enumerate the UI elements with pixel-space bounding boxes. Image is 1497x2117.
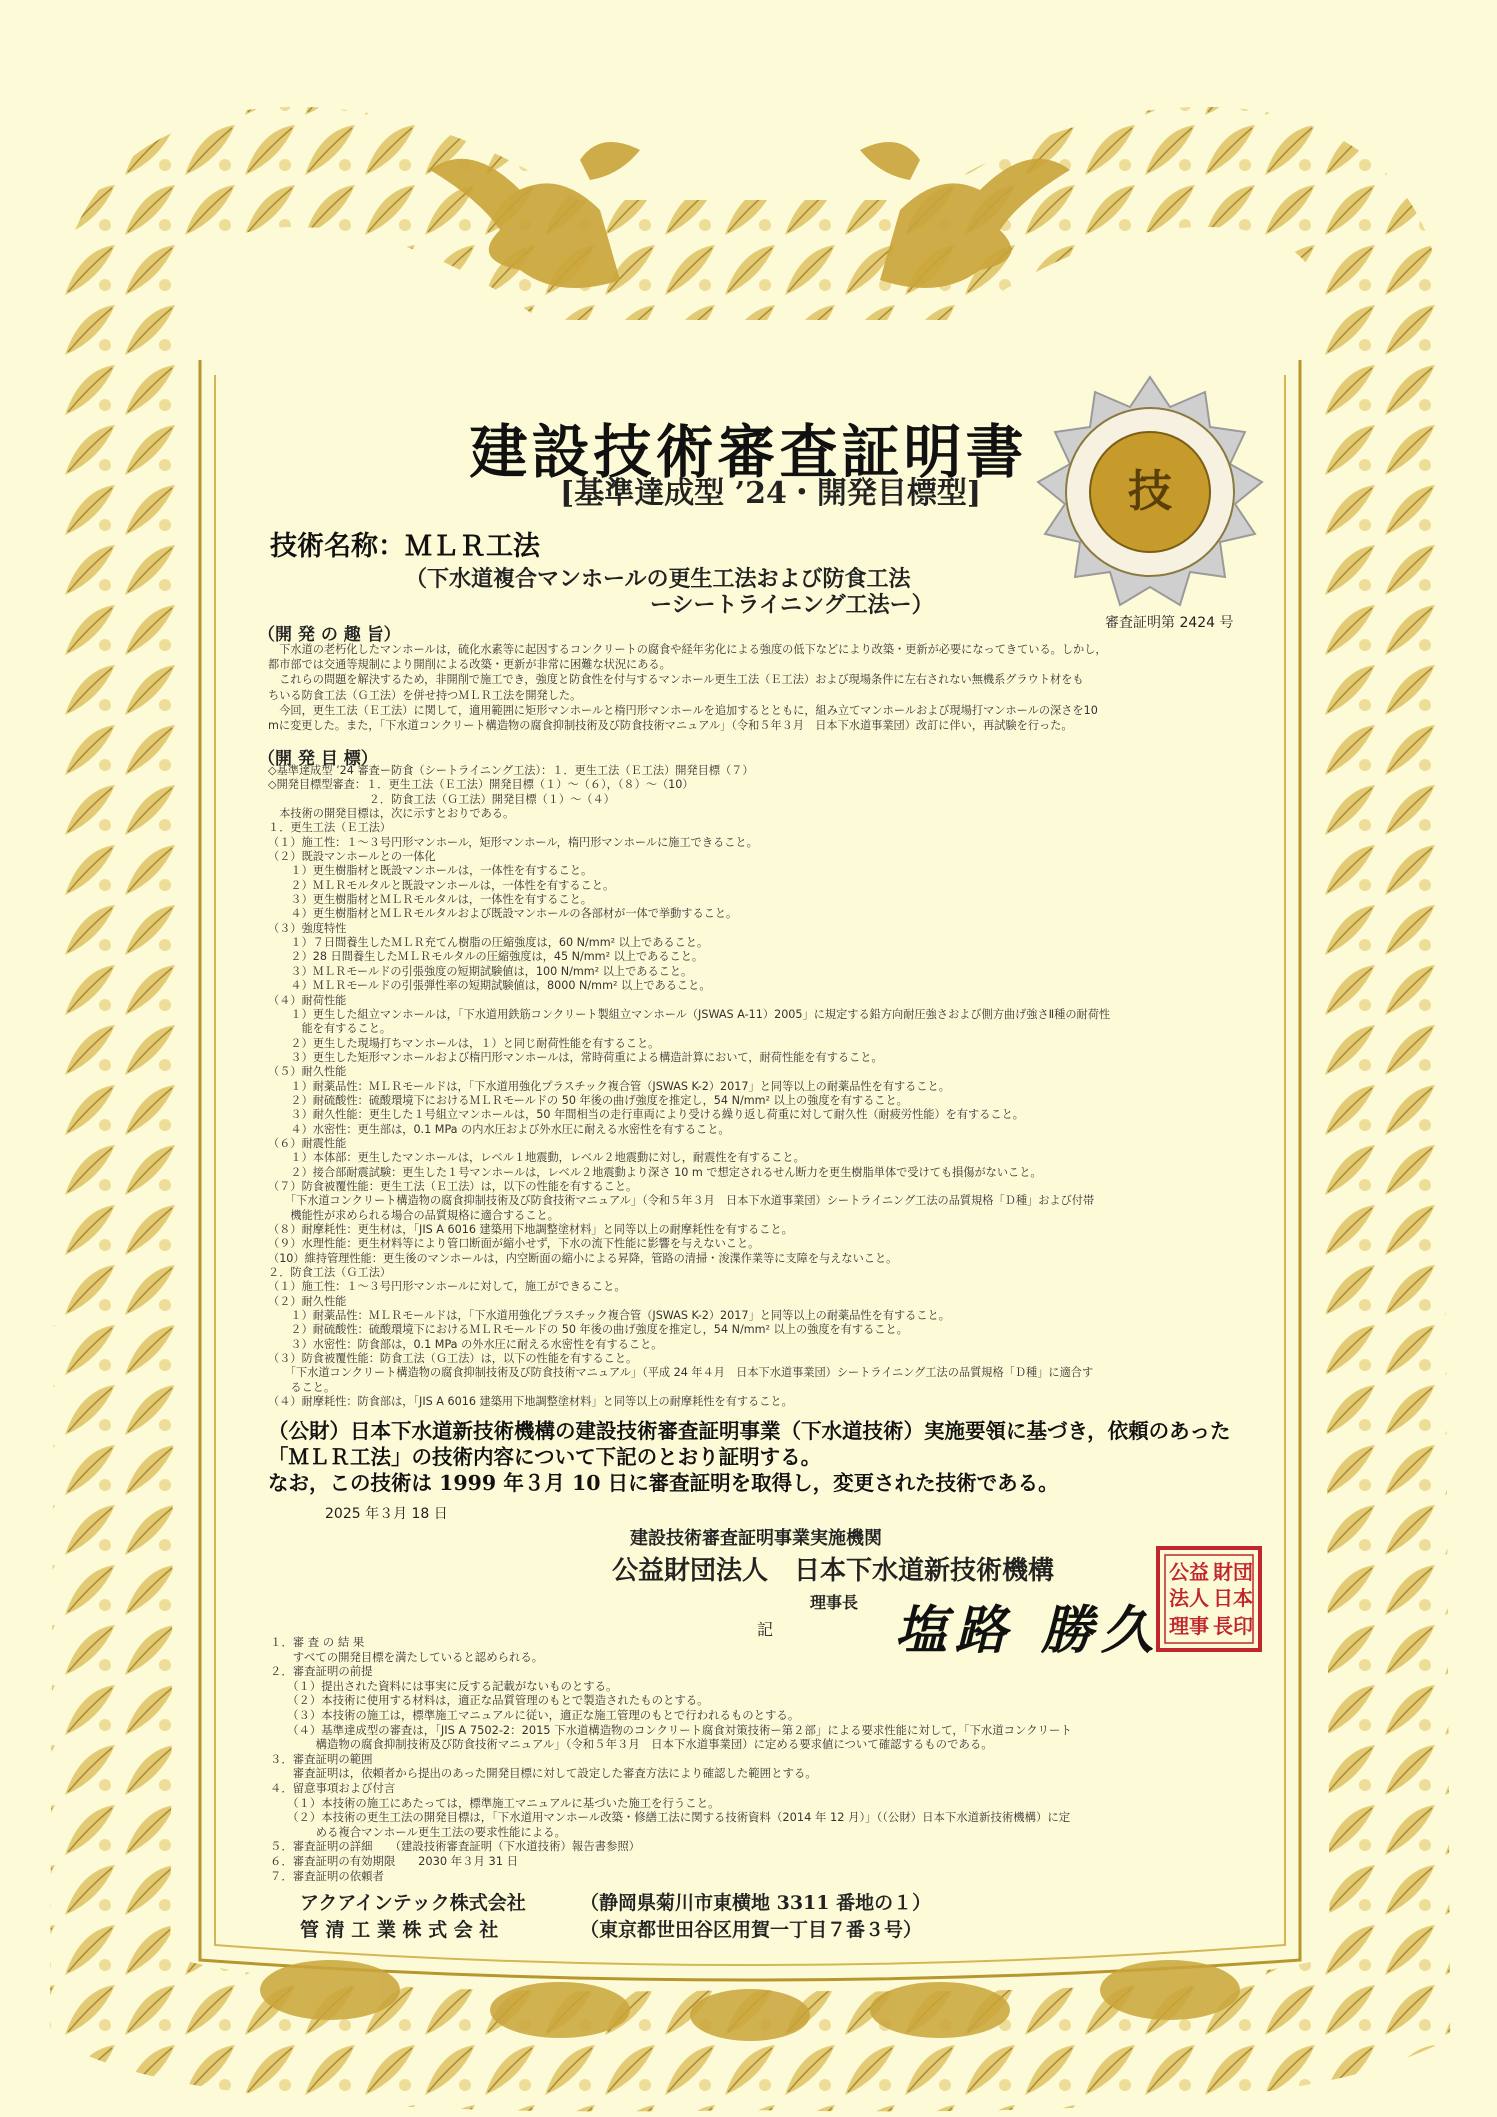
svg-text:法人: 法人 [1169, 1586, 1209, 1610]
tech-subtitle-2: ーシートライニング工法ー） [650, 593, 934, 618]
subtitle: [基準達成型 ’24・開発目標型] [560, 476, 982, 511]
issuing-organization: 公益財団法人 日本下水道新技術機構 [612, 1556, 1055, 1586]
svg-text:財団: 財団 [1213, 1560, 1253, 1584]
svg-text:理事: 理事 [1169, 1614, 1209, 1638]
ki-label: 記 [757, 1620, 774, 1639]
certification-statement: （公財）日本下水道新技術機構の建設技術審査証明事業（下水道技術）実施要領に基づき，依頼のあった 「ＭＬＲ工法」の技術内容について下記のとおり証明する。 なお，この技術は 1999 年３月 10 日に審査証明を取得し，変更された技術である。 [268, 1419, 1231, 1495]
tech-name: 技術名称：ＭＬＲ工法 [270, 531, 540, 562]
notes-section: １．審 査 の 結 果 すべての開発目標を満たしていると認められる。 ２．審査証明の前提 （１）提出された資料には事実に反する記載がないものとする。 （２）本技術に使用する材料は，適正な品質管理のもとで製造されたものとする。 （３）本技術の施工は，標準施工マニュアルに従い，適正な施工管理のもとで行われるものとする。 （４）基準達成型の審査は，「JIS A 7502-2：2015 下水道構造物のコンクリート腐食対策技術ー第２部」による要求性能に対して，「下水道コンクリート 構造物の腐食抑制技術及び防食技術マニュアル」（令和５年３月 日本下水道事業団）に定める要求値について確認するものである。 ３．審査証明の範囲 審査証明は，依頼者から提出のあった開発目標に対して設定した審査方法により確認した範囲とする。 ４．留意事項および付言 （１）本技術の施工にあたっては，標準施工マニュアルに基づいた施工を行うこと。 （２）本技術の更生工法の開発目標は，「下水道用マンホール改築・修繕工法に関する技術資料（2014 年 12 月）」（（公財）日本下水道新技術機構）に定 める複合マンホール更生工法の要求性能による。 ５．審査証明の詳細 （建設技術審査証明（下水道技術）報告書参照） ６．審査証明の有効期限 2030 年３月 31 日 ７．審査証明の依頼者 [270, 1635, 1072, 1883]
svg-text:日本: 日本 [1213, 1586, 1253, 1610]
svg-text:長印: 長印 [1213, 1614, 1253, 1638]
cert-number: 審査証明第 2424 号 [1105, 615, 1234, 631]
applicant-addresses: （静岡県菊川市東横地 3311 番地の１） （東京都世田谷区用賀一丁目７番３号） [580, 1892, 932, 1941]
tech-subtitle-1: （下水道複合マンホールの更生工法および防食工法 [405, 567, 911, 592]
svg-text:技: 技 [1128, 466, 1172, 517]
goal-text: ◇基準達成型 ’24 審査ー防食（シートライニング工法）：１．更生工法（Ｅ工法）開発目標（７） ◇開発目標型審査：１．更生工法（Ｅ工法）開発目標（１）～（６），（８）～（10） ２．防食工法（Ｇ工法）開発目標（１）～（４） 本技術の開発目標は，次に示すとおりである。 １．更生工法（Ｅ工法） （１）施工性：１～３号円形マンホール，矩形マンホール，楕円形マンホールに施工できること。 （２）既設マンホールとの一体化 １）更生樹脂材と既設マンホールは，一体性を有すること。 ２）ＭＬＲモルタルと既設マンホールは，一体性を有すること。 ３）更生樹脂材とＭＬＲモルタルは，一体性を有すること。 ４）更生樹脂材とＭＬＲモルタルおよび既設マンホールの各部材が一体で挙動すること。 （３）強度特性 １）７日間養生したＭＬＲ充てん樹脂の圧縮強度は，60 N/mm² 以上であること。 ２）28 日間養生したＭＬＲモルタルの圧縮強度は，45 N/mm² 以上であること。 ３）ＭＬＲモールドの引張強度の短期試験値は，100 N/mm² 以上であること。 ４）ＭＬＲモールドの引張弾性率の短期試験値は，8000 N/mm² 以上であること。 （４）耐荷性能 １）更生した組立マンホールは，「下水道用鉄筋コンクリート製組立マンホール（JSWAS A-11）2005」に規定する鉛方向耐圧強さおよび側方曲げ強さⅡ種の耐荷性 能を有すること。 ２）更生した現場打ちマンホールは，１）と同じ耐荷性能を有すること。 ３）更生した矩形マンホールおよび楕円形マンホールは，常時荷重による構造計算において，耐荷性能を有すること。 （５）耐久性能 １）耐薬品性：ＭＬＲモールドは，「下水道用強化プラスチック複合管（JSWAS K-2）2017」と同等以上の耐薬品性を有すること。 ２）耐硫酸性：硫酸環境下におけるＭＬＲモールドの 50 年後の曲げ強度を推定し，54 N/mm² 以上の強度を有すること。 ３）耐久性能：更生した１号組立マンホールは，50 年間相当の走行車両により受ける繰り返し荷重に対して耐久性（耐疲労性能）を有すること。 ４）水密性：更生部は，0.1 MPa の内水圧および外水圧に耐える水密性を有すること。 （６）耐震性能 １）本体部：更生したマンホールは，レベル１地震動，レベル２地震動に対し，耐震性を有すること。 ２）接合部耐震試験：更生した１号マンホールは，レベル２地震動より深さ 10 m で想定されるせん断力を更生樹脂単体で受けても損傷がないこと。 （７）防食被覆性能：更生工法（Ｅ工法）は，以下の性能を有すること。 「下水道コンクリート構造物の腐食抑制技術及び防食技術マニュアル」（令和５年３月 日本下水道事業団）シートライニング工法の品質規格「Ｄ種」および付帯 機能性が求められる場合の品質規格に適合すること。 （８）耐摩耗性：更生材は，「JIS A 6016 建築用下地調整塗材料」と同等以上の耐摩耗性を有すること。 （９）水理性能：更生材料等により管口断面が縮小せず，下水の流下性能に影響を与えないこと。 （10）維持管理性能：更生後のマンホールは，内空断面の縮小による昇降，管路の清掃・浚渫作業等に支障を与えないこと。 ２．防食工法（Ｇ工法） （１）施工性：１～３号円形マンホールに対して，施工ができること。 （２）耐久性能 １）耐薬品性：ＭＬＲモールドは，「下水道用強化プラスチック複合管（JSWAS K-2）2017」と同等以上の耐薬品性を有すること。 ２）耐硫酸性：硫酸環境下におけるＭＬＲモールドの 50 年後の曲げ強度を推定し，54 N/mm² 以上の強度を有すること。 ３）水密性：防食部は，0.1 MPa の外水圧に耐える水密性を有すること。 （３）防食被覆性能：防食工法（Ｇ工法）は，以下の性能を有すること。 「下水道コンクリート構造物の腐食抑制技術及び防食技術マニュアル」（平成 24 年４月 日本下水道事業団）シートライニング工法の品質規格「Ｄ種」に適合す ること。 （４）耐摩耗性：防食部は，「JIS A 6016 建築用下地調整塗材料」と同等以上の耐摩耗性を有すること。 [268, 764, 1111, 1409]
signature: 塩路 勝久 [895, 1600, 1162, 1661]
page-title: 建設技術審査証明書 [469, 418, 1028, 486]
issue-date: 2025 年３月 18 日 [325, 1506, 448, 1522]
applicant-names: アクアインテック株式会社 管 清 工 業 株 式 会 社 [300, 1892, 526, 1941]
section-purpose-heading: （開 発 の 趣 旨） [258, 625, 401, 645]
section-goal-heading: （開 発 目 標） [258, 749, 378, 769]
svg-text:公益: 公益 [1169, 1560, 1209, 1584]
issuing-body-label: 建設技術審査証明事業実施機関 [630, 1528, 882, 1549]
purpose-text: 下水道の老朽化したマンホールは，硫化水素等に起因するコンクリートの腐食や経年劣化による強度の低下などにより改築・更新が必要になってきている。しかし， 都市部では交通等規制により開削による改築・更新が非常に困難な状況にある。 これらの問題を解決するため，非開削で施工でき，強度と防食性を付与するマンホール更生工法（Ｅ工法）および現場条件に左右されない無機系グラウト材をも ちいる防食工法（Ｇ工法）を併せ持つＭＬＲ工法を開発した。 今回，更生工法（Ｅ工法）に関して，適用範囲に矩形マンホールと楕円形マンホールを追加するとともに，組み立てマンホールおよび現場打マンホールの深さを10 mに変更した。また，「下水道コンクリート構造物の腐食抑制技術及び防食技術マニュアル」（令和５年３月 日本下水道事業団）改訂に伴い，再試験を行った。 [268, 643, 1107, 733]
signer-role: 理事長 [810, 1593, 859, 1612]
official-seal-icon [1155, 1545, 1263, 1653]
